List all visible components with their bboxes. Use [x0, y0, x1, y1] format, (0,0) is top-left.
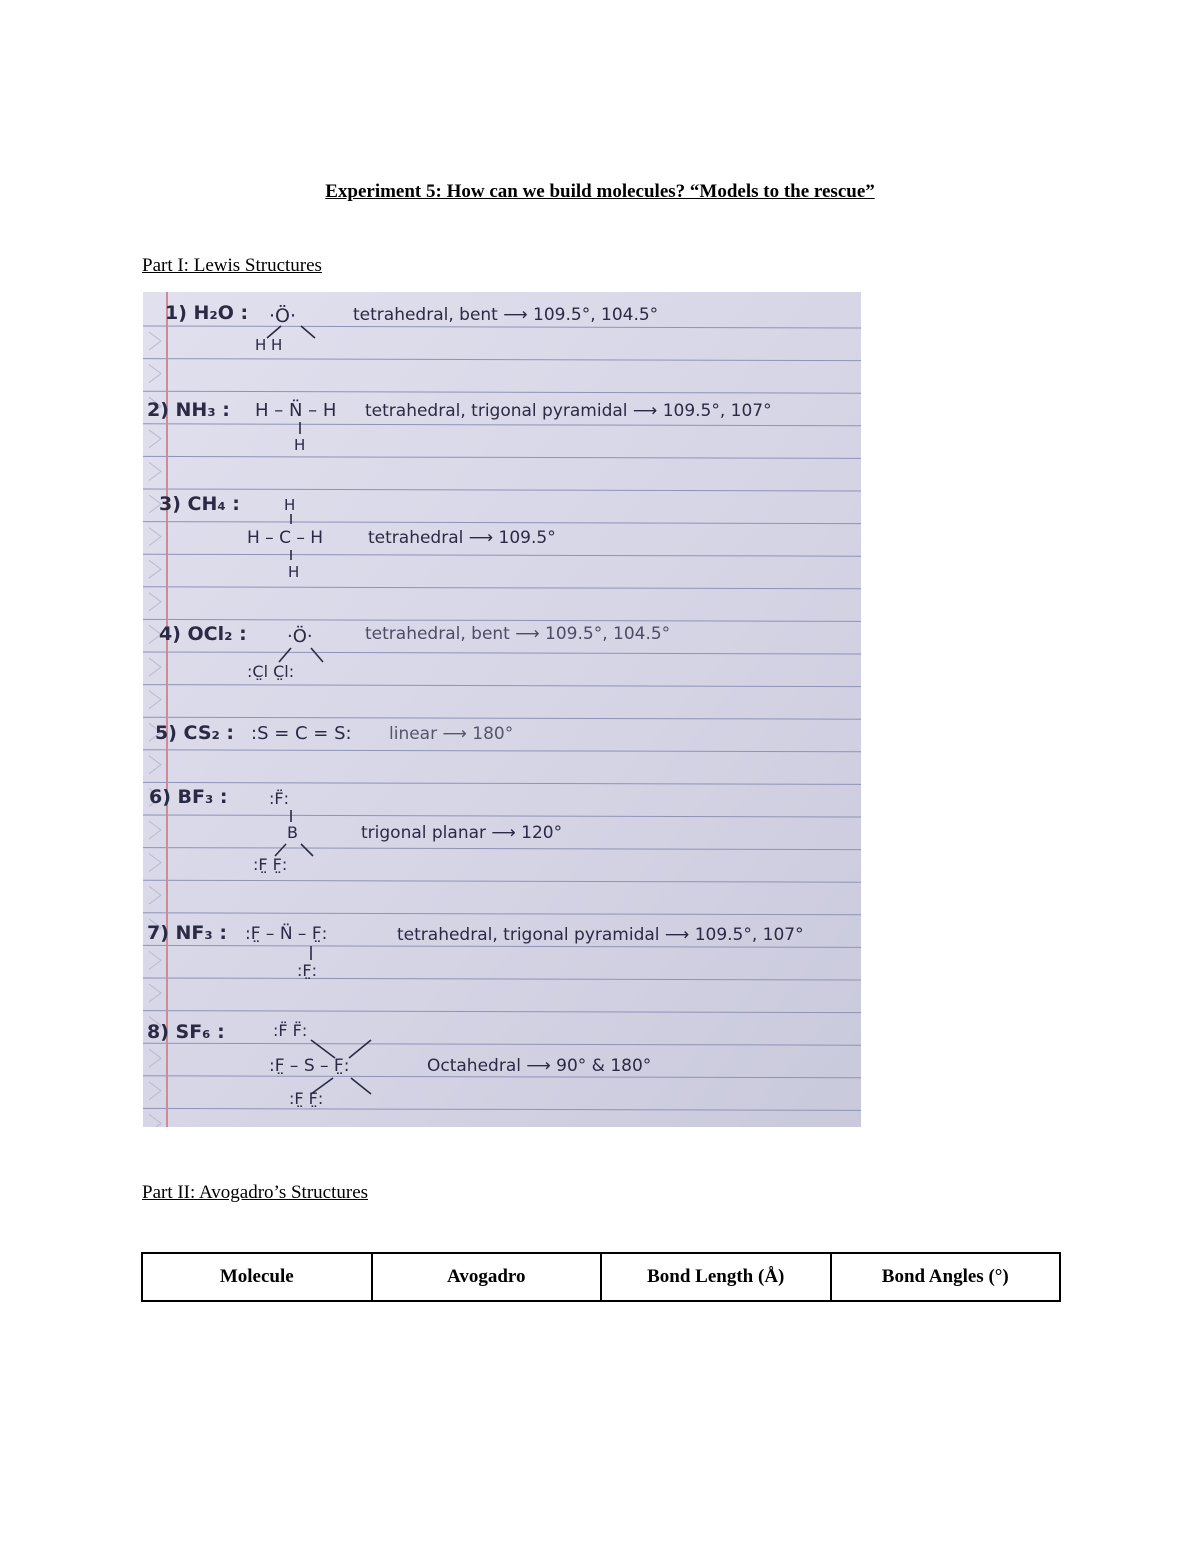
entry-label: 4) OCl₂ :	[159, 623, 247, 645]
structure-line: ·Ö·	[287, 626, 313, 647]
structure-line: :F̈ F̈:	[273, 1021, 308, 1040]
header-avogadro: Avogadro	[372, 1253, 602, 1301]
results-table	[141, 1252, 1061, 1302]
entry-label: 7) NF₃ :	[147, 922, 227, 944]
part1-heading: Part I: Lewis Structures	[142, 255, 322, 276]
entry-description: tetrahedral, bent ⟶ 109.5°, 104.5°	[353, 305, 659, 325]
structure-line: H H	[255, 336, 283, 354]
structure-line: :F̤ F̤:	[253, 855, 288, 874]
entry-label: 1) H₂O :	[165, 302, 249, 324]
header-bond-length: Bond Length (Å)	[601, 1253, 831, 1301]
part2-heading: Part II: Avogadro’s Structures	[142, 1182, 369, 1203]
structure-line: H – N̈ – H	[255, 400, 337, 421]
entry-description: Octahedral ⟶ 90° & 180°	[427, 1056, 652, 1076]
entry-description: tetrahedral, bent ⟶ 109.5°, 104.5°	[365, 624, 671, 644]
entry-5	[155, 722, 513, 744]
header-molecule: Molecule	[142, 1253, 372, 1301]
entry-description: linear ⟶ 180°	[389, 724, 514, 744]
header-bond-angles: Bond Angles (°)	[831, 1253, 1061, 1301]
structure-line: :F̈:	[269, 789, 289, 808]
entry-label: 2) NH₃ :	[147, 399, 230, 421]
structure-line: H	[284, 496, 296, 514]
entry-description: tetrahedral, trigonal pyramidal ⟶ 109.5°, 107°	[365, 401, 772, 421]
entry-description: tetrahedral, trigonal pyramidal ⟶ 109.5°, 107°	[397, 925, 804, 945]
entry-label: 5) CS₂ :	[155, 722, 235, 744]
structure-line: :F̤ F̤:	[289, 1089, 324, 1108]
structure-line: :S = C = S:	[251, 723, 352, 744]
entry-description: trigonal planar ⟶ 120°	[361, 823, 563, 843]
structure-line: H – C – H	[247, 528, 324, 548]
structure-line: H	[288, 563, 300, 581]
structure-line: :F̤:	[297, 961, 317, 980]
entry-label: 6) BF₃ :	[149, 786, 228, 808]
notebook-photo	[143, 292, 861, 1127]
structure-line: :F̤ – N̈ – F̤:	[245, 924, 328, 944]
structure-line: ·Ö·	[269, 305, 297, 327]
structure-line: :C̤l C̤l:	[247, 662, 295, 681]
structure-line: :F̤ – S – F̤:	[269, 1056, 350, 1076]
table-header-row	[142, 1253, 1060, 1301]
entry-label: 8) SF₆ :	[147, 1021, 225, 1043]
entry-label: 3) CH₄ :	[159, 493, 240, 515]
page-title: Experiment 5: How can we build molecules? “Models to the rescue”	[325, 181, 875, 202]
structure-line: B	[287, 823, 298, 842]
entry-description: tetrahedral ⟶ 109.5°	[368, 528, 556, 548]
structure-line: H	[294, 436, 306, 454]
